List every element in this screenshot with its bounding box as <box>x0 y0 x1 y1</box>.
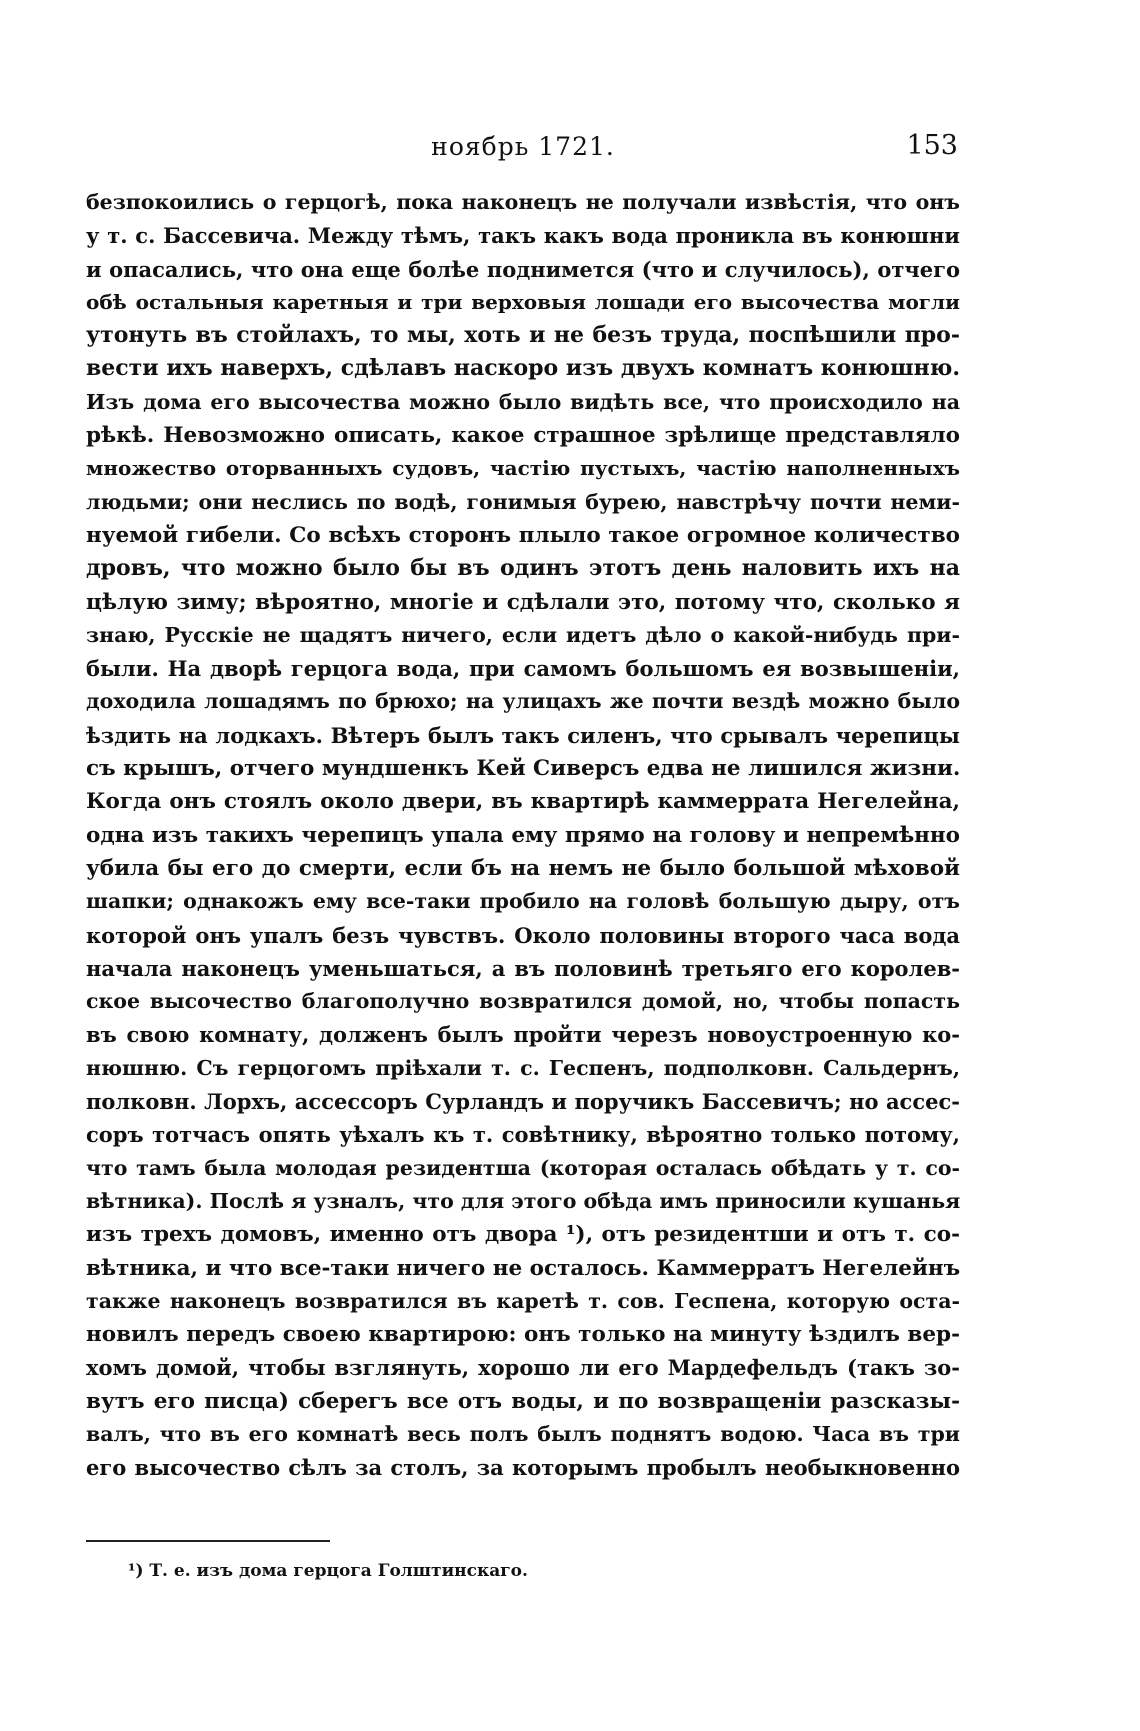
text-line: дровъ, что можно было бы въ одинъ этотъ день наловить ихъ на <box>86 555 960 582</box>
running-head: ноябрь 1721. <box>431 132 615 161</box>
text-line: хомъ домой, чтобы взглянуть, хорошо ли его Мардефельдъ (такъ зо- <box>86 1355 960 1381</box>
text-line: валъ, что въ его комнатѣ весь полъ былъ поднятъ водою. Часа въ три <box>86 1421 960 1446</box>
text-line: безпокоились о герцогѣ, пока наконецъ не получали извѣстія, что онъ <box>86 190 960 214</box>
text-line: въ свою комнату, долженъ былъ пройти черезъ новоустроенную ко- <box>86 1022 960 1048</box>
text-line: и опасались, что она еще болѣе поднимется (что и случилось), отчего <box>86 256 960 282</box>
text-line: доходила лошадямъ по брюхо; на улицахъ же почти вездѣ можно было <box>86 689 960 714</box>
text-line: ѣздить на лодкахъ. Вѣтеръ былъ такъ силенъ, что срывалъ черепицы <box>86 722 960 748</box>
text-line: Когда онъ стоялъ около двери, въ квартирѣ каммеррата Негелейна, <box>86 789 960 815</box>
text-line: множество оторванныхъ судовъ, частію пустыхъ, частію наполненныхъ <box>86 456 960 481</box>
text-line: изъ трехъ домовъ, именно отъ двора ¹), отъ резидентши и отъ т. со- <box>86 1222 960 1248</box>
page-number: 153 <box>906 130 958 161</box>
text-line: нюшню. Съ герцогомъ пріѣхали т. с. Геспенъ, подполковн. Сальдернъ, <box>86 1055 960 1080</box>
text-line: новилъ передъ своею квартирою: онъ только на минуту ѣздилъ вер- <box>86 1322 960 1348</box>
text-line: также наконецъ возвратился въ каретѣ т. сов. Геспена, которую оста- <box>86 1288 960 1313</box>
footnote-rule <box>86 1540 330 1542</box>
text-line: у т. с. Бассевича. Между тѣмъ, такъ какъ вода проникла въ конюшни <box>86 223 960 249</box>
text-line: обѣ остальныя каретныя и три верховыя лошади его высочества могли <box>86 289 960 314</box>
text-line: были. На дворѣ герцога вода, при самомъ большомъ ея возвышеніи, <box>86 656 960 682</box>
text-line: вѣтника, и что все-таки ничего не осталось. Каммерратъ Негелейнъ <box>86 1255 960 1281</box>
text-line: ское высочество благополучно возвратился домой, но, чтобы попасть <box>86 989 960 1014</box>
text-line: знаю, Русскіе не щадятъ ничего, если идетъ дѣло о какой-нибудь при- <box>86 622 960 647</box>
text-line: рѣкѣ. Невозможно описать, какое страшное зрѣлище представляло <box>86 423 960 449</box>
text-line: начала наконецъ уменьшаться, а въ половинѣ третьяго его королев- <box>86 955 960 981</box>
text-line: цѣлую зиму; вѣроятно, многіе и сдѣлали это, потому что, сколько я <box>86 589 960 615</box>
text-line: шапки; однакожъ ему все-таки пробило на головѣ большую дыру, отъ <box>86 889 960 914</box>
text-line: что тамъ была молодая резидентша (которая осталась обѣдать у т. со- <box>86 1155 960 1180</box>
text-line: людьми; они неслись по водѣ, гонимыя бурею, навстрѣчу почти неми- <box>86 489 960 514</box>
text-line: которой онъ упалъ безъ чувствъ. Около половины второго часа вода <box>86 922 960 948</box>
text-line: вести ихъ наверхъ, сдѣлавъ наскоро изъ двухъ комнатъ конюшню. <box>86 355 960 382</box>
text-line: Изъ дома его высочества можно было видѣть все, что происходило на <box>86 389 960 414</box>
text-line: вѣтника). Послѣ я узналъ, что для этого обѣда имъ приносили кушанья <box>86 1188 960 1213</box>
page-header <box>86 128 960 168</box>
text-line: его высочество сѣлъ за столъ, за которымъ пробылъ необыкновенно <box>86 1455 960 1481</box>
text-line: вутъ его писца) сберегъ все отъ воды, и по возвращеніи разсказы- <box>86 1388 960 1414</box>
text-line: убила бы его до смерти, если бъ на немъ не было большой мѣховой <box>86 855 960 881</box>
text-line: утонуть въ стойлахъ, то мы, хоть и не безъ труда, поспѣшили про- <box>86 322 960 349</box>
text-line: съ крышъ, отчего мундшенкъ Кей Сиверсъ едва не лишился жизни. <box>86 756 960 782</box>
text-line: соръ тотчасъ опять уѣхалъ къ т. совѣтнику, вѣроятно только потому, <box>86 1122 960 1148</box>
body-text <box>86 186 960 1485</box>
text-line: полковн. Лорхъ, ассессоръ Сурландъ и поручикъ Бассевичъ; но ассес- <box>86 1089 960 1115</box>
footnote: ¹) Т. е. изъ дома герцога Голштинскаго. <box>128 1561 528 1581</box>
text-line: нуемой гибели. Со всѣхъ сторонъ плыло такое огромное количество <box>86 522 960 548</box>
text-line: одна изъ такихъ черепицъ упала ему прямо на голову и непремѣнно <box>86 822 960 848</box>
